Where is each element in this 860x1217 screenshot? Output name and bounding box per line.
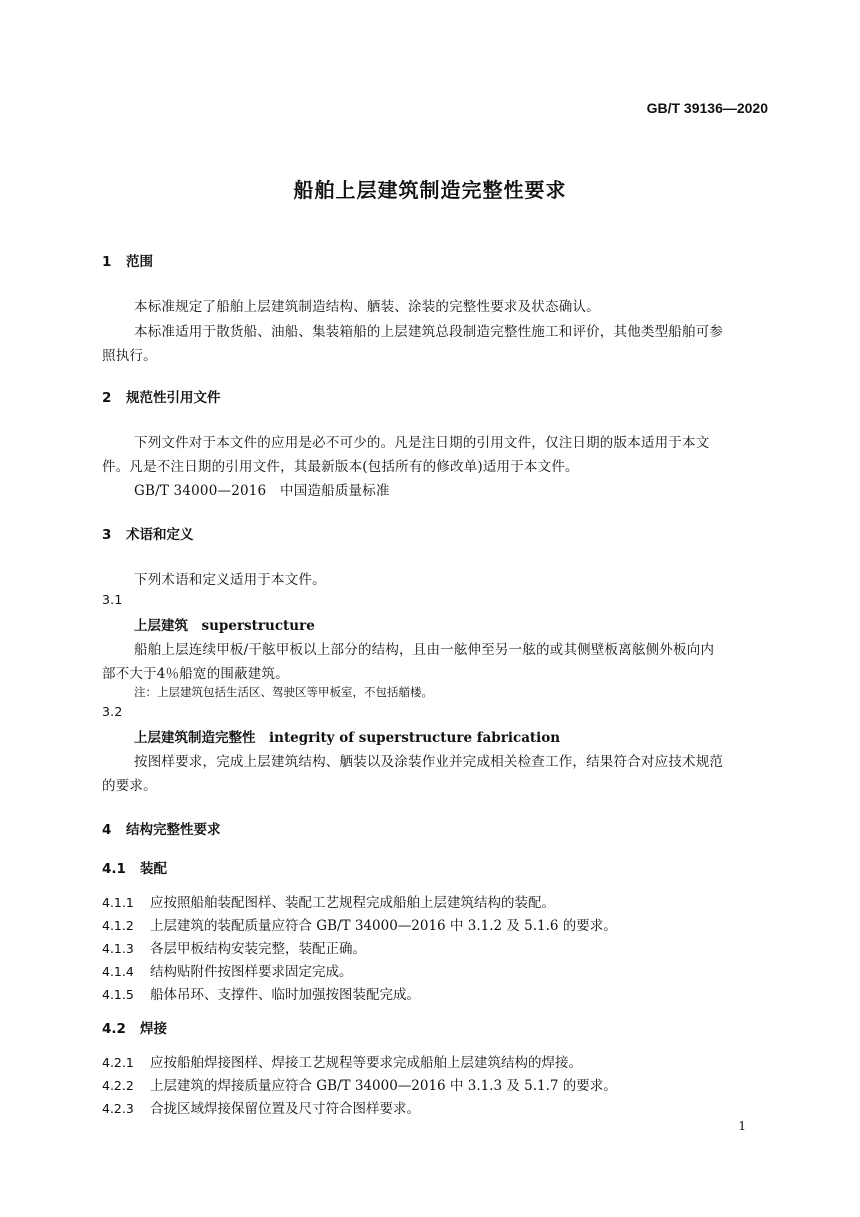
section-title: 规范性引用文件 [126, 390, 221, 406]
paragraph: 下列文件对于本文件的应用是必不可少的。凡是注日期的引用文件，仅注日期的版本适用于本文 [134, 435, 710, 451]
section-number: 2 [102, 390, 112, 406]
paragraph-continuation: 照执行。 [102, 348, 157, 364]
paragraph-continuation: 件。凡是不注日期的引用文件，其最新版本(包括所有的修改单)适用于本文件。 [102, 459, 579, 475]
clause-item [102, 983, 420, 1003]
section-2-heading [102, 386, 221, 406]
section-3-heading [102, 523, 194, 543]
clause-number: 4.1.2 [102, 918, 134, 933]
term-definition-continuation: 的要求。 [102, 778, 157, 794]
clause-text: 各层甲板结构安装完整，装配正确。 [150, 941, 366, 957]
section-title: 范围 [126, 254, 153, 270]
paragraph: 本标准适用于散货船、油船、集装箱船的上层建筑总段制造完整性施工和评价，其他类型船舶可参 [134, 324, 724, 340]
clause-number: 4.1.3 [102, 941, 134, 956]
clause-item [102, 1051, 582, 1071]
clause-item [102, 1097, 420, 1117]
clause-text: 应按船舶焊接图样、焊接工艺规程等要求完成船舶上层建筑结构的焊接。 [150, 1055, 582, 1071]
normative-reference: GB/T 34000—2016 中国造船质量标准 [134, 483, 390, 499]
section-4-heading [102, 818, 221, 838]
section-number: 3 [102, 527, 112, 543]
section-number: 1 [102, 254, 112, 270]
clause-text: 上层建筑的焊接质量应符合 GB/T 34000—2016 中 3.1.3 及 5.1.7 的要求。 [150, 1078, 617, 1094]
clause-item [102, 937, 366, 957]
page-number: 1 [738, 1119, 746, 1133]
clause-number: 4.1.5 [102, 987, 134, 1002]
section-title: 结构完整性要求 [126, 822, 221, 838]
paragraph: 本标准规定了船舶上层建筑制造结构、舾装、涂装的完整性要求及状态确认。 [134, 299, 600, 315]
term-heading: 上层建筑 superstructure [134, 618, 315, 634]
clause-item [102, 891, 555, 911]
section-number: 4 [102, 822, 112, 838]
clause-item [102, 914, 617, 934]
term-definition-continuation: 部不大于4％船宽的围蔽建筑。 [102, 666, 289, 682]
clause-item [102, 960, 353, 980]
subsection-title: 焊接 [140, 1021, 167, 1037]
term-note: 注：上层建筑包括生活区、驾驶区等甲板室，不包括艏楼。 [134, 685, 433, 699]
clause-number: 4.2.2 [102, 1078, 134, 1093]
section-1-heading [102, 250, 153, 270]
section-title: 术语和定义 [126, 527, 194, 543]
clause-text: 合拢区域焊接保留位置及尺寸符合图样要求。 [150, 1101, 420, 1117]
clause-text: 应按照船舶装配图样、装配工艺规程完成船舶上层建筑结构的装配。 [150, 895, 555, 911]
subsection-4-2-heading [102, 1017, 167, 1037]
term-definition: 按图样要求，完成上层建筑结构、舾装以及涂装作业并完成相关检查工作，结果符合对应技术规范 [134, 754, 724, 770]
term-number: 3.2 [102, 704, 123, 719]
clause-text: 上层建筑的装配质量应符合 GB/T 34000—2016 中 3.1.2 及 5.1.6 的要求。 [150, 918, 617, 934]
document-title: 船舶上层建筑制造完整性要求 [293, 178, 567, 202]
clause-text: 结构贴附件按图样要求固定完成。 [150, 964, 353, 980]
clause-number: 4.1.1 [102, 895, 134, 910]
term-definition: 船舶上层连续甲板/干舷甲板以上部分的结构，且由一舷伸至另一舷的或其侧壁板离舷侧外板向内 [134, 642, 715, 658]
subsection-number: 4.1 [102, 861, 126, 877]
subsection-number: 4.2 [102, 1021, 126, 1037]
clause-text: 船体吊环、支撑件、临时加强按图装配完成。 [150, 987, 420, 1003]
term-heading: 上层建筑制造完整性 integrity of superstructure fabrication [134, 730, 561, 746]
standard-number: GB/T 39136—2020 [646, 100, 768, 116]
subsection-title: 装配 [140, 861, 167, 877]
term-number: 3.1 [102, 592, 123, 607]
clause-number: 4.2.1 [102, 1055, 134, 1070]
paragraph: 下列术语和定义适用于本文件。 [134, 572, 326, 588]
clause-number: 4.2.3 [102, 1101, 134, 1116]
subsection-4-1-heading [102, 857, 167, 877]
clause-number: 4.1.4 [102, 964, 134, 979]
clause-item [102, 1074, 617, 1094]
